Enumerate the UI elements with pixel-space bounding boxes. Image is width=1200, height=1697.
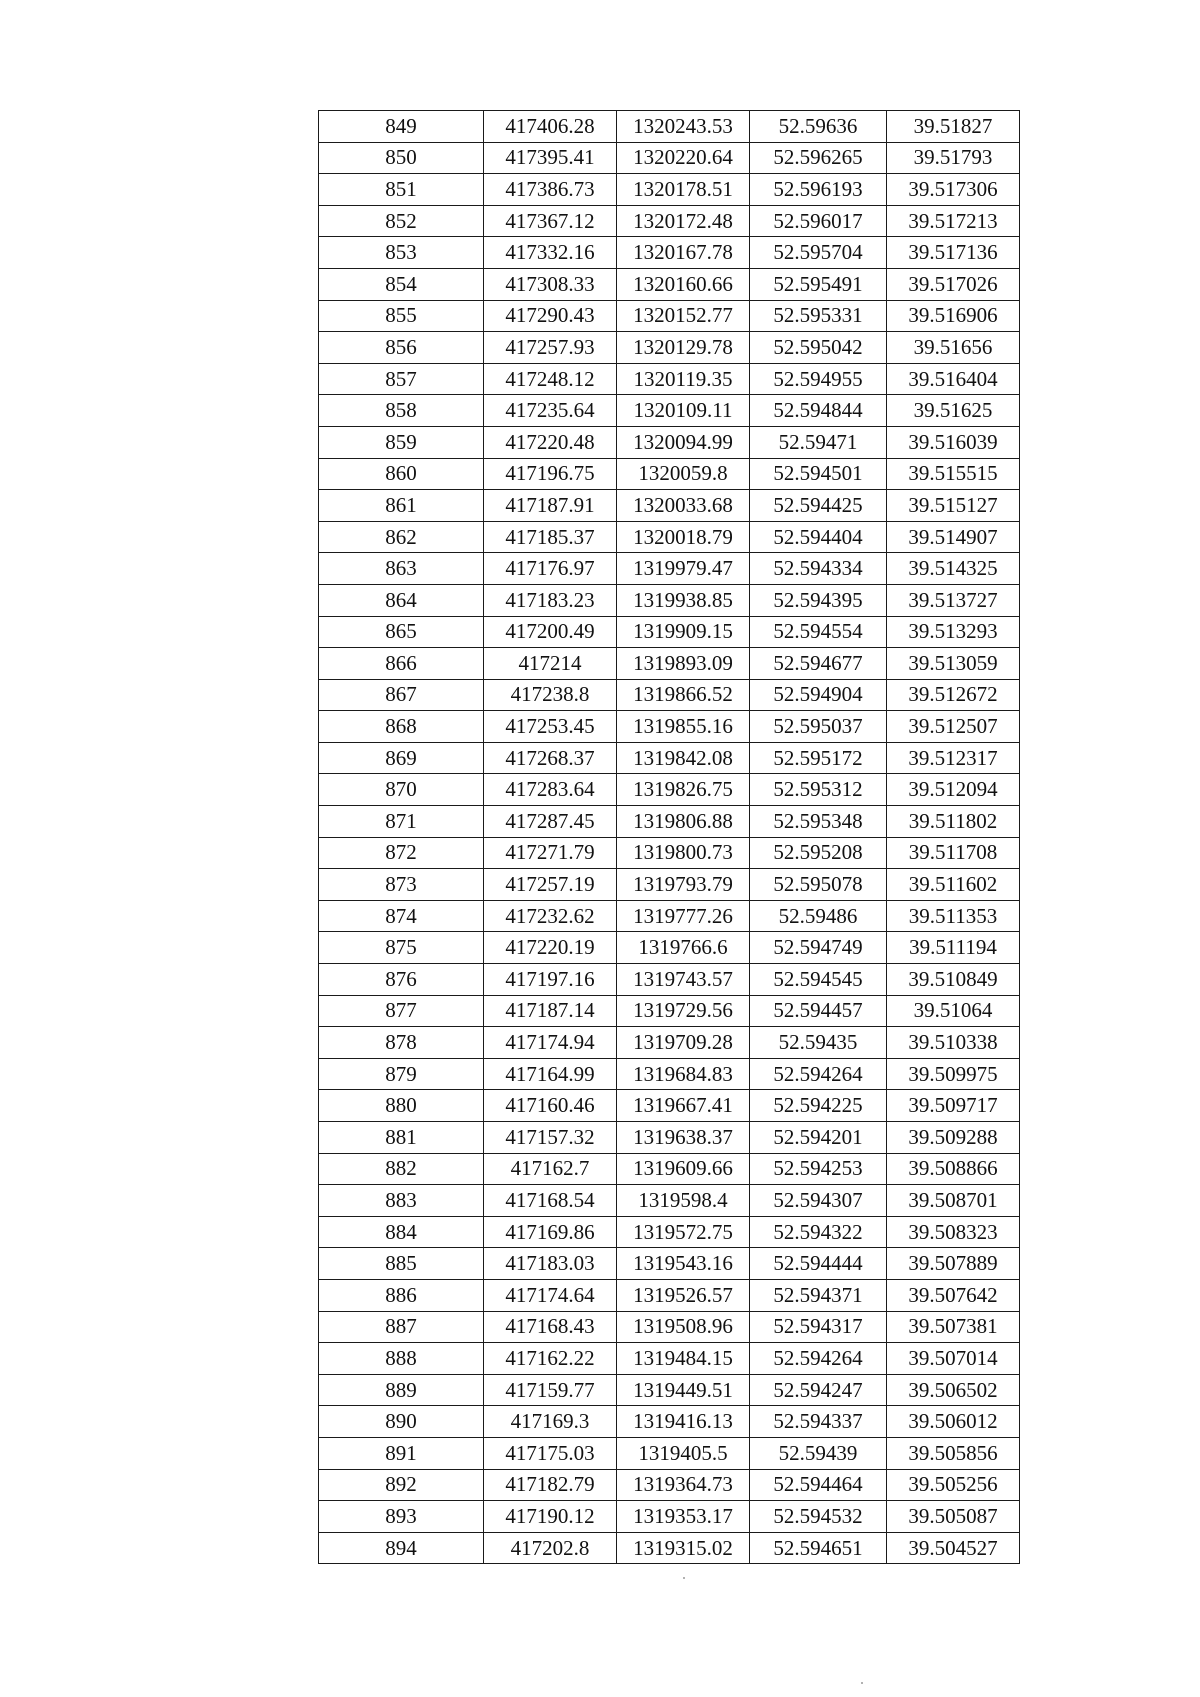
longitude-cell: 39.510849 bbox=[887, 964, 1020, 996]
y-coordinate-cell: 1319353.17 bbox=[617, 1501, 750, 1533]
point-number-cell: 877 bbox=[319, 995, 484, 1027]
longitude-cell: 39.505087 bbox=[887, 1501, 1020, 1533]
latitude-cell: 52.59636 bbox=[750, 111, 887, 143]
table-row bbox=[319, 174, 1020, 206]
x-coordinate-cell: 417232.62 bbox=[484, 900, 617, 932]
table-row bbox=[319, 932, 1020, 964]
x-coordinate-cell: 417290.43 bbox=[484, 300, 617, 332]
x-coordinate-cell: 417268.37 bbox=[484, 742, 617, 774]
y-coordinate-cell: 1319979.47 bbox=[617, 553, 750, 585]
point-number-cell: 883 bbox=[319, 1185, 484, 1217]
y-coordinate-cell: 1320119.35 bbox=[617, 363, 750, 395]
longitude-cell: 39.513727 bbox=[887, 584, 1020, 616]
y-coordinate-cell: 1319909.15 bbox=[617, 616, 750, 648]
latitude-cell: 52.595208 bbox=[750, 837, 887, 869]
y-coordinate-cell: 1320178.51 bbox=[617, 174, 750, 206]
table-row bbox=[319, 553, 1020, 585]
longitude-cell: 39.515127 bbox=[887, 490, 1020, 522]
table-row bbox=[319, 1469, 1020, 1501]
point-number-cell: 859 bbox=[319, 426, 484, 458]
longitude-cell: 39.513059 bbox=[887, 648, 1020, 680]
longitude-cell: 39.508866 bbox=[887, 1153, 1020, 1185]
longitude-cell: 39.51625 bbox=[887, 395, 1020, 427]
x-coordinate-cell: 417406.28 bbox=[484, 111, 617, 143]
table-row bbox=[319, 679, 1020, 711]
table-row bbox=[319, 1343, 1020, 1375]
x-coordinate-cell: 417253.45 bbox=[484, 711, 617, 743]
longitude-cell: 39.516404 bbox=[887, 363, 1020, 395]
x-coordinate-cell: 417200.49 bbox=[484, 616, 617, 648]
longitude-cell: 39.509717 bbox=[887, 1090, 1020, 1122]
point-number-cell: 884 bbox=[319, 1216, 484, 1248]
table-row bbox=[319, 521, 1020, 553]
point-number-cell: 860 bbox=[319, 458, 484, 490]
y-coordinate-cell: 1319826.75 bbox=[617, 774, 750, 806]
latitude-cell: 52.594501 bbox=[750, 458, 887, 490]
y-coordinate-cell: 1319684.83 bbox=[617, 1058, 750, 1090]
table-row bbox=[319, 237, 1020, 269]
longitude-cell: 39.513293 bbox=[887, 616, 1020, 648]
latitude-cell: 52.594651 bbox=[750, 1532, 887, 1564]
point-number-cell: 887 bbox=[319, 1311, 484, 1343]
latitude-cell: 52.596193 bbox=[750, 174, 887, 206]
x-coordinate-cell: 417164.99 bbox=[484, 1058, 617, 1090]
point-number-cell: 869 bbox=[319, 742, 484, 774]
x-coordinate-cell: 417248.12 bbox=[484, 363, 617, 395]
table-row bbox=[319, 1248, 1020, 1280]
x-coordinate-cell: 417238.8 bbox=[484, 679, 617, 711]
table-row bbox=[319, 1122, 1020, 1154]
table-row bbox=[319, 1406, 1020, 1438]
latitude-cell: 52.595348 bbox=[750, 806, 887, 838]
y-coordinate-cell: 1320129.78 bbox=[617, 332, 750, 364]
latitude-cell: 52.594334 bbox=[750, 553, 887, 585]
table-row bbox=[319, 395, 1020, 427]
x-coordinate-cell: 417187.91 bbox=[484, 490, 617, 522]
x-coordinate-cell: 417386.73 bbox=[484, 174, 617, 206]
table-row bbox=[319, 1216, 1020, 1248]
table-row bbox=[319, 1311, 1020, 1343]
table-row bbox=[319, 584, 1020, 616]
x-coordinate-cell: 417169.86 bbox=[484, 1216, 617, 1248]
longitude-cell: 39.511802 bbox=[887, 806, 1020, 838]
table-row bbox=[319, 268, 1020, 300]
latitude-cell: 52.595078 bbox=[750, 869, 887, 901]
y-coordinate-cell: 1320172.48 bbox=[617, 205, 750, 237]
x-coordinate-cell: 417175.03 bbox=[484, 1437, 617, 1469]
x-coordinate-cell: 417220.48 bbox=[484, 426, 617, 458]
latitude-cell: 52.594247 bbox=[750, 1374, 887, 1406]
point-number-cell: 858 bbox=[319, 395, 484, 427]
x-coordinate-cell: 417168.54 bbox=[484, 1185, 617, 1217]
x-coordinate-cell: 417176.97 bbox=[484, 553, 617, 585]
point-number-cell: 880 bbox=[319, 1090, 484, 1122]
y-coordinate-cell: 1319508.96 bbox=[617, 1311, 750, 1343]
point-number-cell: 888 bbox=[319, 1343, 484, 1375]
y-coordinate-cell: 1319543.16 bbox=[617, 1248, 750, 1280]
y-coordinate-cell: 1319866.52 bbox=[617, 679, 750, 711]
longitude-cell: 39.517026 bbox=[887, 268, 1020, 300]
table-row bbox=[319, 1027, 1020, 1059]
point-number-cell: 863 bbox=[319, 553, 484, 585]
longitude-cell: 39.512507 bbox=[887, 711, 1020, 743]
longitude-cell: 39.511602 bbox=[887, 869, 1020, 901]
point-number-cell: 891 bbox=[319, 1437, 484, 1469]
latitude-cell: 52.594955 bbox=[750, 363, 887, 395]
x-coordinate-cell: 417395.41 bbox=[484, 142, 617, 174]
latitude-cell: 52.594444 bbox=[750, 1248, 887, 1280]
x-coordinate-cell: 417183.23 bbox=[484, 584, 617, 616]
longitude-cell: 39.507381 bbox=[887, 1311, 1020, 1343]
table-row bbox=[319, 806, 1020, 838]
table-row bbox=[319, 742, 1020, 774]
y-coordinate-cell: 1320018.79 bbox=[617, 521, 750, 553]
longitude-cell: 39.504527 bbox=[887, 1532, 1020, 1564]
scan-speck bbox=[683, 1577, 685, 1579]
table-row bbox=[319, 711, 1020, 743]
x-coordinate-cell: 417174.64 bbox=[484, 1279, 617, 1311]
y-coordinate-cell: 1319484.15 bbox=[617, 1343, 750, 1375]
longitude-cell: 39.51064 bbox=[887, 995, 1020, 1027]
x-coordinate-cell: 417202.8 bbox=[484, 1532, 617, 1564]
x-coordinate-cell: 417271.79 bbox=[484, 837, 617, 869]
x-coordinate-cell: 417169.3 bbox=[484, 1406, 617, 1438]
point-number-cell: 853 bbox=[319, 237, 484, 269]
latitude-cell: 52.595331 bbox=[750, 300, 887, 332]
longitude-cell: 39.511708 bbox=[887, 837, 1020, 869]
latitude-cell: 52.594395 bbox=[750, 584, 887, 616]
y-coordinate-cell: 1319938.85 bbox=[617, 584, 750, 616]
table-row bbox=[319, 964, 1020, 996]
y-coordinate-cell: 1319709.28 bbox=[617, 1027, 750, 1059]
table-row bbox=[319, 1058, 1020, 1090]
point-number-cell: 874 bbox=[319, 900, 484, 932]
latitude-cell: 52.594371 bbox=[750, 1279, 887, 1311]
latitude-cell: 52.594464 bbox=[750, 1469, 887, 1501]
longitude-cell: 39.509975 bbox=[887, 1058, 1020, 1090]
point-number-cell: 879 bbox=[319, 1058, 484, 1090]
x-coordinate-cell: 417159.77 bbox=[484, 1374, 617, 1406]
latitude-cell: 52.59486 bbox=[750, 900, 887, 932]
x-coordinate-cell: 417257.93 bbox=[484, 332, 617, 364]
x-coordinate-cell: 417185.37 bbox=[484, 521, 617, 553]
y-coordinate-cell: 1319598.4 bbox=[617, 1185, 750, 1217]
latitude-cell: 52.59471 bbox=[750, 426, 887, 458]
x-coordinate-cell: 417182.79 bbox=[484, 1469, 617, 1501]
table-row bbox=[319, 458, 1020, 490]
latitude-cell: 52.595704 bbox=[750, 237, 887, 269]
x-coordinate-cell: 417183.03 bbox=[484, 1248, 617, 1280]
point-number-cell: 873 bbox=[319, 869, 484, 901]
table-row bbox=[319, 426, 1020, 458]
longitude-cell: 39.512094 bbox=[887, 774, 1020, 806]
longitude-cell: 39.517136 bbox=[887, 237, 1020, 269]
longitude-cell: 39.517213 bbox=[887, 205, 1020, 237]
y-coordinate-cell: 1319743.57 bbox=[617, 964, 750, 996]
latitude-cell: 52.594545 bbox=[750, 964, 887, 996]
longitude-cell: 39.515515 bbox=[887, 458, 1020, 490]
latitude-cell: 52.59439 bbox=[750, 1437, 887, 1469]
table-row bbox=[319, 1153, 1020, 1185]
table-row bbox=[319, 774, 1020, 806]
latitude-cell: 52.594201 bbox=[750, 1122, 887, 1154]
latitude-cell: 52.59435 bbox=[750, 1027, 887, 1059]
table-row bbox=[319, 300, 1020, 332]
latitude-cell: 52.594317 bbox=[750, 1311, 887, 1343]
x-coordinate-cell: 417168.43 bbox=[484, 1311, 617, 1343]
table-row bbox=[319, 1185, 1020, 1217]
point-number-cell: 856 bbox=[319, 332, 484, 364]
longitude-cell: 39.505856 bbox=[887, 1437, 1020, 1469]
point-number-cell: 862 bbox=[319, 521, 484, 553]
x-coordinate-cell: 417308.33 bbox=[484, 268, 617, 300]
point-number-cell: 850 bbox=[319, 142, 484, 174]
longitude-cell: 39.508701 bbox=[887, 1185, 1020, 1217]
longitude-cell: 39.51656 bbox=[887, 332, 1020, 364]
table-row bbox=[319, 1090, 1020, 1122]
latitude-cell: 52.596265 bbox=[750, 142, 887, 174]
y-coordinate-cell: 1319572.75 bbox=[617, 1216, 750, 1248]
point-number-cell: 875 bbox=[319, 932, 484, 964]
point-number-cell: 864 bbox=[319, 584, 484, 616]
table-row bbox=[319, 869, 1020, 901]
y-coordinate-cell: 1319315.02 bbox=[617, 1532, 750, 1564]
y-coordinate-cell: 1320220.64 bbox=[617, 142, 750, 174]
latitude-cell: 52.594532 bbox=[750, 1501, 887, 1533]
point-number-cell: 892 bbox=[319, 1469, 484, 1501]
x-coordinate-cell: 417187.14 bbox=[484, 995, 617, 1027]
coordinates-table-body bbox=[319, 111, 1020, 1564]
y-coordinate-cell: 1319638.37 bbox=[617, 1122, 750, 1154]
longitude-cell: 39.506502 bbox=[887, 1374, 1020, 1406]
latitude-cell: 52.595042 bbox=[750, 332, 887, 364]
y-coordinate-cell: 1319806.88 bbox=[617, 806, 750, 838]
x-coordinate-cell: 417162.7 bbox=[484, 1153, 617, 1185]
latitude-cell: 52.594554 bbox=[750, 616, 887, 648]
table-row bbox=[319, 1374, 1020, 1406]
y-coordinate-cell: 1320167.78 bbox=[617, 237, 750, 269]
latitude-cell: 52.594253 bbox=[750, 1153, 887, 1185]
point-number-cell: 876 bbox=[319, 964, 484, 996]
y-coordinate-cell: 1319777.26 bbox=[617, 900, 750, 932]
latitude-cell: 52.594677 bbox=[750, 648, 887, 680]
point-number-cell: 867 bbox=[319, 679, 484, 711]
latitude-cell: 52.595491 bbox=[750, 268, 887, 300]
y-coordinate-cell: 1320152.77 bbox=[617, 300, 750, 332]
table-row bbox=[319, 648, 1020, 680]
latitude-cell: 52.596017 bbox=[750, 205, 887, 237]
y-coordinate-cell: 1319609.66 bbox=[617, 1153, 750, 1185]
longitude-cell: 39.514907 bbox=[887, 521, 1020, 553]
coordinates-table bbox=[318, 110, 1020, 1564]
point-number-cell: 851 bbox=[319, 174, 484, 206]
x-coordinate-cell: 417196.75 bbox=[484, 458, 617, 490]
longitude-cell: 39.514325 bbox=[887, 553, 1020, 585]
point-number-cell: 852 bbox=[319, 205, 484, 237]
latitude-cell: 52.594749 bbox=[750, 932, 887, 964]
x-coordinate-cell: 417197.16 bbox=[484, 964, 617, 996]
table-row bbox=[319, 111, 1020, 143]
y-coordinate-cell: 1320059.8 bbox=[617, 458, 750, 490]
point-number-cell: 865 bbox=[319, 616, 484, 648]
y-coordinate-cell: 1319793.79 bbox=[617, 869, 750, 901]
point-number-cell: 849 bbox=[319, 111, 484, 143]
longitude-cell: 39.51827 bbox=[887, 111, 1020, 143]
point-number-cell: 878 bbox=[319, 1027, 484, 1059]
y-coordinate-cell: 1319766.6 bbox=[617, 932, 750, 964]
longitude-cell: 39.506012 bbox=[887, 1406, 1020, 1438]
latitude-cell: 52.594404 bbox=[750, 521, 887, 553]
y-coordinate-cell: 1319667.41 bbox=[617, 1090, 750, 1122]
latitude-cell: 52.594844 bbox=[750, 395, 887, 427]
table-row bbox=[319, 837, 1020, 869]
x-coordinate-cell: 417283.64 bbox=[484, 774, 617, 806]
table-row bbox=[319, 900, 1020, 932]
latitude-cell: 52.594425 bbox=[750, 490, 887, 522]
scan-speck bbox=[861, 1682, 863, 1684]
x-coordinate-cell: 417162.22 bbox=[484, 1343, 617, 1375]
point-number-cell: 868 bbox=[319, 711, 484, 743]
x-coordinate-cell: 417174.94 bbox=[484, 1027, 617, 1059]
y-coordinate-cell: 1320160.66 bbox=[617, 268, 750, 300]
table-row bbox=[319, 1437, 1020, 1469]
longitude-cell: 39.516906 bbox=[887, 300, 1020, 332]
table-row bbox=[319, 1501, 1020, 1533]
y-coordinate-cell: 1319364.73 bbox=[617, 1469, 750, 1501]
latitude-cell: 52.595312 bbox=[750, 774, 887, 806]
longitude-cell: 39.511194 bbox=[887, 932, 1020, 964]
y-coordinate-cell: 1319405.5 bbox=[617, 1437, 750, 1469]
y-coordinate-cell: 1319893.09 bbox=[617, 648, 750, 680]
y-coordinate-cell: 1319449.51 bbox=[617, 1374, 750, 1406]
table-row bbox=[319, 205, 1020, 237]
y-coordinate-cell: 1319416.13 bbox=[617, 1406, 750, 1438]
point-number-cell: 861 bbox=[319, 490, 484, 522]
longitude-cell: 39.507889 bbox=[887, 1248, 1020, 1280]
x-coordinate-cell: 417214 bbox=[484, 648, 617, 680]
longitude-cell: 39.511353 bbox=[887, 900, 1020, 932]
point-number-cell: 886 bbox=[319, 1279, 484, 1311]
x-coordinate-cell: 417287.45 bbox=[484, 806, 617, 838]
point-number-cell: 872 bbox=[319, 837, 484, 869]
y-coordinate-cell: 1320094.99 bbox=[617, 426, 750, 458]
x-coordinate-cell: 417332.16 bbox=[484, 237, 617, 269]
point-number-cell: 885 bbox=[319, 1248, 484, 1280]
table-row bbox=[319, 332, 1020, 364]
y-coordinate-cell: 1319855.16 bbox=[617, 711, 750, 743]
longitude-cell: 39.507014 bbox=[887, 1343, 1020, 1375]
x-coordinate-cell: 417257.19 bbox=[484, 869, 617, 901]
point-number-cell: 889 bbox=[319, 1374, 484, 1406]
longitude-cell: 39.510338 bbox=[887, 1027, 1020, 1059]
point-number-cell: 854 bbox=[319, 268, 484, 300]
x-coordinate-cell: 417220.19 bbox=[484, 932, 617, 964]
y-coordinate-cell: 1319800.73 bbox=[617, 837, 750, 869]
y-coordinate-cell: 1320243.53 bbox=[617, 111, 750, 143]
y-coordinate-cell: 1319842.08 bbox=[617, 742, 750, 774]
latitude-cell: 52.594337 bbox=[750, 1406, 887, 1438]
x-coordinate-cell: 417160.46 bbox=[484, 1090, 617, 1122]
point-number-cell: 866 bbox=[319, 648, 484, 680]
latitude-cell: 52.594225 bbox=[750, 1090, 887, 1122]
point-number-cell: 870 bbox=[319, 774, 484, 806]
longitude-cell: 39.512672 bbox=[887, 679, 1020, 711]
longitude-cell: 39.512317 bbox=[887, 742, 1020, 774]
point-number-cell: 871 bbox=[319, 806, 484, 838]
point-number-cell: 882 bbox=[319, 1153, 484, 1185]
longitude-cell: 39.508323 bbox=[887, 1216, 1020, 1248]
point-number-cell: 855 bbox=[319, 300, 484, 332]
longitude-cell: 39.516039 bbox=[887, 426, 1020, 458]
x-coordinate-cell: 417190.12 bbox=[484, 1501, 617, 1533]
point-number-cell: 890 bbox=[319, 1406, 484, 1438]
latitude-cell: 52.595037 bbox=[750, 711, 887, 743]
x-coordinate-cell: 417235.64 bbox=[484, 395, 617, 427]
y-coordinate-cell: 1319526.57 bbox=[617, 1279, 750, 1311]
latitude-cell: 52.594307 bbox=[750, 1185, 887, 1217]
table-row bbox=[319, 616, 1020, 648]
point-number-cell: 857 bbox=[319, 363, 484, 395]
y-coordinate-cell: 1320109.11 bbox=[617, 395, 750, 427]
table-row bbox=[319, 363, 1020, 395]
point-number-cell: 893 bbox=[319, 1501, 484, 1533]
y-coordinate-cell: 1320033.68 bbox=[617, 490, 750, 522]
x-coordinate-cell: 417367.12 bbox=[484, 205, 617, 237]
longitude-cell: 39.517306 bbox=[887, 174, 1020, 206]
latitude-cell: 52.594264 bbox=[750, 1343, 887, 1375]
latitude-cell: 52.595172 bbox=[750, 742, 887, 774]
table-row bbox=[319, 490, 1020, 522]
latitude-cell: 52.594904 bbox=[750, 679, 887, 711]
table-row bbox=[319, 995, 1020, 1027]
latitude-cell: 52.594322 bbox=[750, 1216, 887, 1248]
table-row bbox=[319, 1532, 1020, 1564]
latitude-cell: 52.594457 bbox=[750, 995, 887, 1027]
point-number-cell: 881 bbox=[319, 1122, 484, 1154]
y-coordinate-cell: 1319729.56 bbox=[617, 995, 750, 1027]
longitude-cell: 39.509288 bbox=[887, 1122, 1020, 1154]
longitude-cell: 39.505256 bbox=[887, 1469, 1020, 1501]
table-row bbox=[319, 1279, 1020, 1311]
x-coordinate-cell: 417157.32 bbox=[484, 1122, 617, 1154]
latitude-cell: 52.594264 bbox=[750, 1058, 887, 1090]
table-row bbox=[319, 142, 1020, 174]
point-number-cell: 894 bbox=[319, 1532, 484, 1564]
longitude-cell: 39.507642 bbox=[887, 1279, 1020, 1311]
longitude-cell: 39.51793 bbox=[887, 142, 1020, 174]
